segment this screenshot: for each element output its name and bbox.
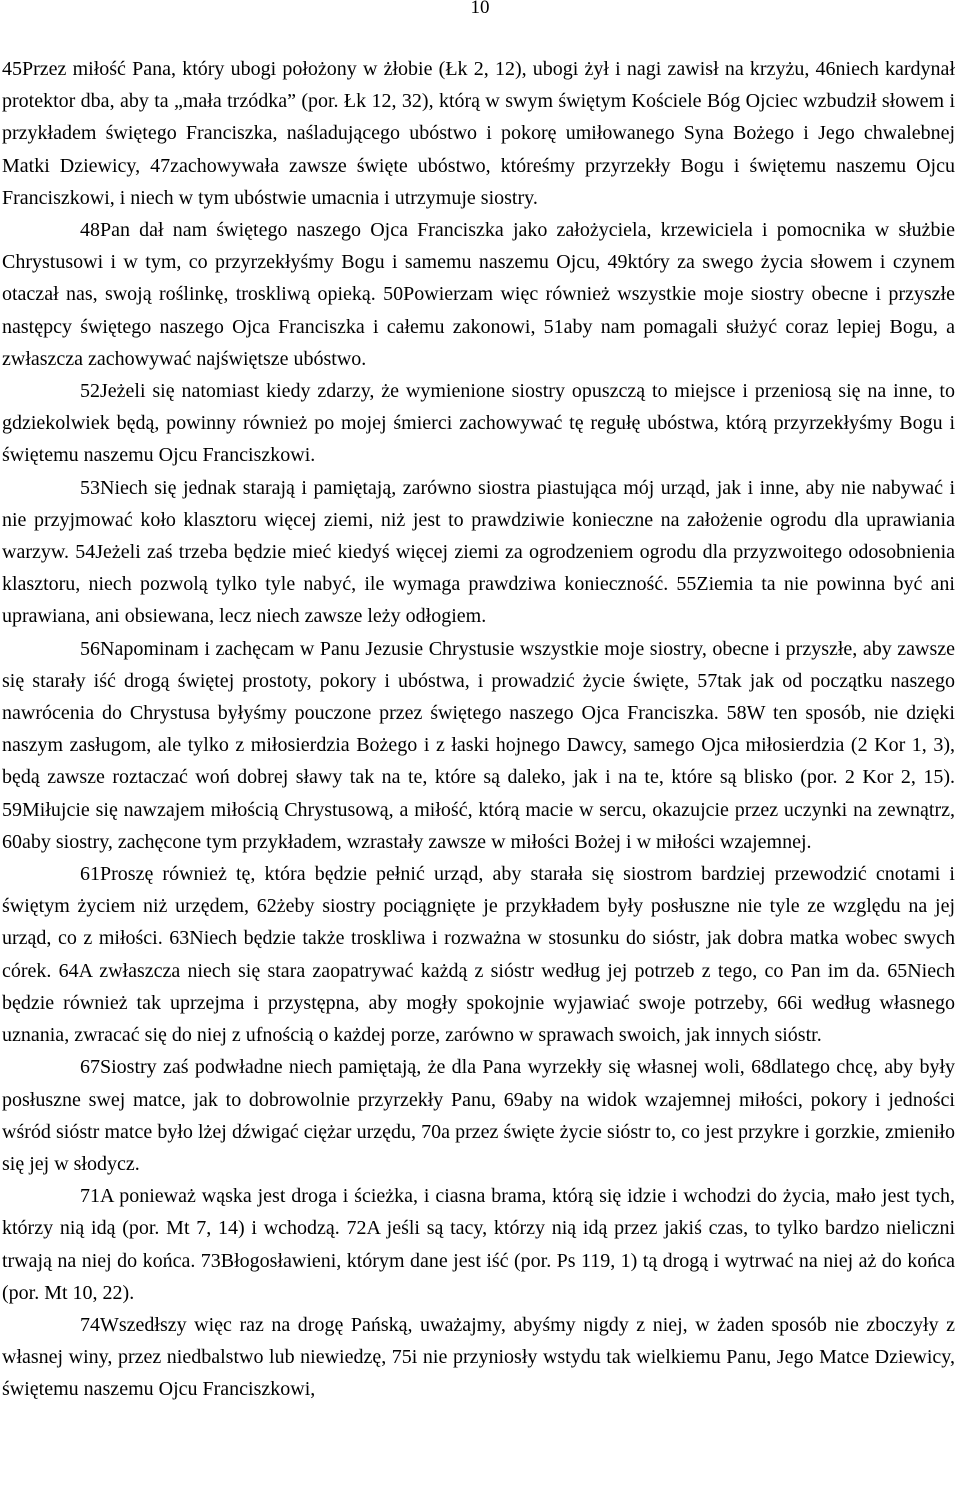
paragraph-61: 61Proszę również tę, która będzie pełnić urząd, aby starała się siostrom bardziej przewodzić cnotami i świętym życiem niż urzędem, 62żeby siostry pociągnięte je przykładem były posłuszne nie tyle ze względu na jej urząd, co z miłości. 63Niech będzie także troskliwa i rozważna w stosunku do sióstr, jak dobra matka wobec swych córek. 64A zwłaszcza niech się stara zaopatrywać każdą z sióstr według jej potrzeb z tego, co Pan im da. 65Niech będzie również tak uprzejma i przystępna, aby mogły spokojnie wyjawiać swoje potrzeby, 66i według własnego uznania, zwracać się do niej z ufnością o każdej porze, zarówno w sprawach swoich, jak innych sióstr.: [2, 863, 955, 1047]
paragraph-45: 45Przez miłość Pana, który ubogi położony w żłobie (Łk 2, 12), ubogi żył i nagi zawisł na krzyżu, 46niech kardynał protektor dba, aby ta „mała trzódka” (por. Łk 12, 32), którą w swym świętym Kościele Bóg Ojciec wzbudził słowem i przykładem świętego Franciszka, naśladującego ubóstwo i pokorę umiłowanego Syna Bożego i Jego chwalebnej Matki Dziewicy, 47zachowywała zawsze święte ubóstwo, któreśmy przyrzekły Bogu i świętemu naszemu Ojcu Franciszkowi, i niech w tym ubóstwie umacnia i utrzymuje siostry.: [2, 58, 955, 209]
document-body: [2, 53, 955, 1406]
paragraph-56: 56Napominam i zachęcam w Panu Jezusie Chrystusie wszystkie moje siostry, obecne i przyszłe, aby zawsze się starały iść drogą świętej prostoty, pokory i ubóstwa, i prowadzić życie święte, 57tak jak od początku naszego nawrócenia do Chrystusa byłyśmy pouczone przez świętego naszego Ojca Franciszka. 58W ten sposób, nie dzięki naszym zasługom, ale tylko z miłosierdzia Bożego i z łaski hojnego Dawcy, samego Ojca miłosierdzia (2 Kor 1, 3), będą zawsze roztaczać woń dobrej sławy tak na te, które są daleko, jak i na te, które są blisko (por. 2 Kor 2, 15). 59Miłujcie się nawzajem miłością Chrystusową, a miłość, którą macie w sercu, okazujcie przez uczynki na zewnątrz, 60aby siostry, zachęcone tym przykładem, wzrastały zawsze w miłości Bożej i w miłości wzajemnej.: [2, 637, 955, 853]
paragraph-52: 52Jeżeli się natomiast kiedy zdarzy, że wymienione siostry opuszczą to miejsce i przeniosą się na inne, to gdziekolwiek będą, powinny również po mojej śmierci zachowywać tę regułę ubóstwa, którą przyrzekłyśmy Bogu i świętemu naszemu Ojcu Franciszkowi.: [2, 380, 955, 467]
paragraph-53: 53Niech się jednak starają i pamiętają, zarówno siostra piastująca mój urząd, jak i inne, aby nie nabywać i nie przyjmować koło klasztoru więcej ziemi, niż jest to prawdziwie konieczne na założenie ogrodu dla uprawiania warzyw. 54Jeżeli zaś trzeba będzie mieć kiedyś więcej ziemi za ogrodzeniem ogrodu dla przyzwoitego odosobnienia klasztoru, niech pozwolą tylko tyle nabyć, ile wymaga prawdziwa konieczność. 55Ziemia ta nie powinna być ani uprawiana, ani obsiewana, lecz niech zawsze leży odłogiem.: [2, 476, 955, 628]
paragraph-74: 74Wszedłszy więc raz na drogę Pańską, uważajmy, abyśmy nigdy z niej, w żaden sposób nie zboczyły z własnej winy, przez niedbalstwo lub niewiedzę, 75i nie przyniosły wstydu tak wielkiemu Panu, Jego Matce Dziewicy, świętemu naszemu Ojcu Franciszkowi,: [2, 1313, 955, 1401]
paragraph-67: 67Siostry zaś podwładne niech pamiętają, że dla Pana wyrzekły się własnej woli, 68dlatego chcę, aby były posłuszne swej matce, jak to dobrowolnie przyrzekły Panu, 69aby na widok wzajemnej miłości, pokory i jedności wśród sióstr matce było lżej dźwigać ciężar urzędu, 70a przez święte życie sióstr to, co jest przykre i gorzkie, zmieniło się jej w słodycz.: [2, 1056, 955, 1175]
paragraph-48: 48Pan dał nam świętego naszego Ojca Franciszka jako założyciela, krzewiciela i pomocnika w służbie Chrystusowi i w tym, co przyrzekłyśmy Bogu i samemu naszemu Ojcu, 49który za swego życia słowem i czynem otaczał nas, swoją roślinkę, troskliwą opieką. 50Powierzam więc również wszystkie moje siostry obecne i przyszłe następcy świętego naszego Ojca Franciszka i całemu zakonowi, 51aby nam pomagali służyć coraz lepiej Bogu, a zwłaszcza zachowywać najświętsze ubóstwo.: [2, 219, 955, 370]
paragraph-71: 71A ponieważ wąska jest droga i ścieżka, i ciasna brama, którą się idzie i wchodzi do życia, mało jest tych, którzy nią idą (por. Mt 7, 14) i wchodzą. 72A jeśli są tacy, którzy nią idą przez jakiś czas, to tylko bardzo nieliczni trwają na niej do końca. 73Błogosławieni, którym dane jest iść (por. Ps 119, 1) tą drogą i wytrwać na niej aż do końca (por. Mt 10, 22).: [2, 1185, 955, 1304]
page-number: 10: [470, 0, 490, 18]
